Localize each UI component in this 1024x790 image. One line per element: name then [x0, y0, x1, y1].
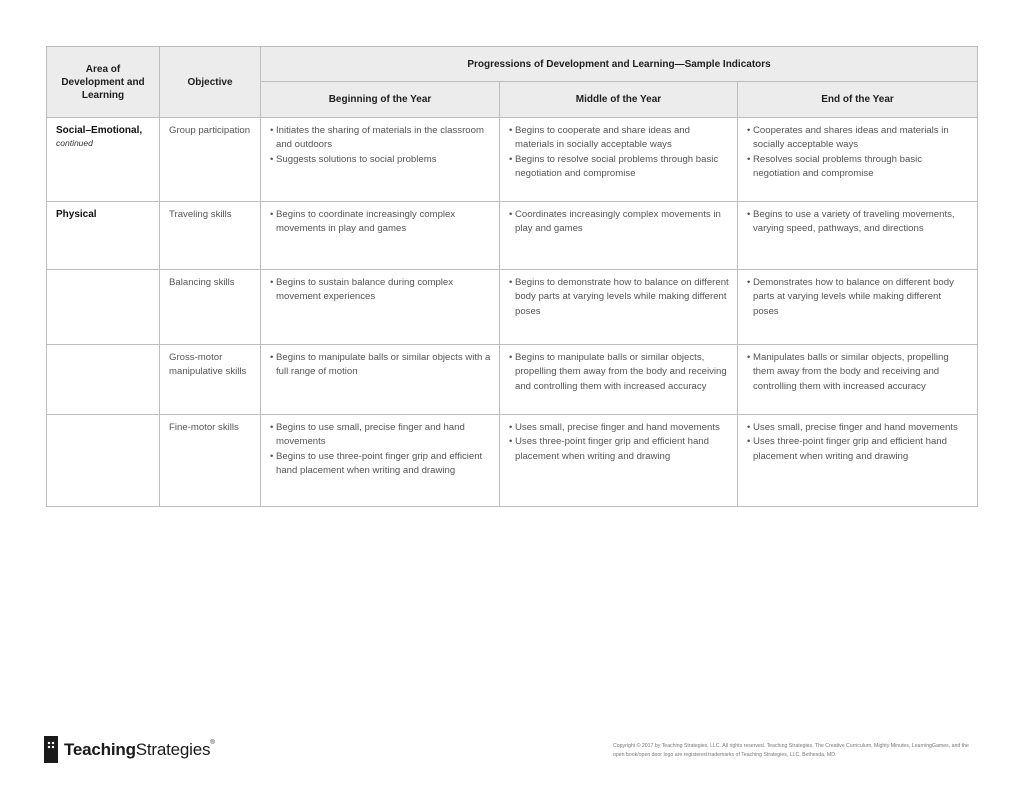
indicator-item: • Begins to coordinate increasingly complex movements in play and games	[270, 208, 491, 237]
indicator-item: • Manipulates balls or similar objects, propelling them away from the body and receiving and controlling them with increased accuracy	[747, 351, 969, 394]
table-row	[47, 270, 978, 345]
indicator-item: • Uses three-point finger grip and efficient hand placement when writing and drawing	[509, 435, 729, 464]
area-cell	[47, 415, 160, 507]
header-objective: Objective	[160, 47, 261, 118]
end-indicators-cell	[738, 345, 978, 415]
area-note: continued	[56, 138, 93, 149]
end-indicators-cell	[738, 270, 978, 345]
header-area: Area of Development and Learning	[47, 47, 160, 118]
beginning-indicators-cell	[261, 202, 500, 270]
area-cell	[47, 270, 160, 345]
middle-indicators-cell	[500, 345, 738, 415]
indicator-list	[509, 276, 729, 319]
area-name: Physical	[56, 209, 97, 220]
beginning-indicators-cell	[261, 415, 500, 507]
area-name: Social–Emotional,	[56, 125, 143, 136]
table-row	[47, 345, 978, 415]
indicator-list	[509, 351, 729, 394]
area-cell	[47, 345, 160, 415]
indicator-list	[747, 351, 969, 394]
indicators-table	[46, 46, 978, 507]
indicator-item: • Begins to sustain balance during complex movement experiences	[270, 276, 491, 305]
indicator-item: • Uses three-point finger grip and efficient hand placement when writing and drawing	[747, 435, 969, 464]
indicator-list	[509, 124, 729, 181]
teaching-strategies-logo	[44, 736, 215, 763]
table-body	[47, 118, 978, 507]
indicator-list	[747, 421, 969, 464]
indicator-list	[747, 276, 969, 319]
objective-cell: Traveling skills	[160, 202, 261, 270]
indicator-list	[509, 208, 729, 237]
middle-indicators-cell	[500, 118, 738, 202]
indicator-list	[270, 124, 491, 167]
objective-cell: Fine-motor skills	[160, 415, 261, 507]
beginning-indicators-cell	[261, 270, 500, 345]
copyright-notice: Copyright © 2017 by Teaching Strategies, LLC. All rights reserved. Teaching Strategies, The Creative Curriculum, Mighty Minutes, LearningGames, and the open book/open door logo are registered trademarks of Teaching Strategies, LLC, Bethesda, MD.	[613, 743, 969, 758]
indicator-list	[270, 208, 491, 237]
indicator-list	[509, 421, 729, 464]
indicator-item: • Begins to demonstrate how to balance on different body parts at varying levels while making different poses	[509, 276, 729, 319]
middle-indicators-cell	[500, 415, 738, 507]
objective-cell: Gross-motor manipulative skills	[160, 345, 261, 415]
indicator-list	[270, 351, 491, 380]
indicator-item: • Uses small, precise finger and hand movements	[509, 421, 729, 435]
end-indicators-cell	[738, 415, 978, 507]
header-beginning: Beginning of the Year	[261, 82, 500, 118]
middle-indicators-cell	[500, 270, 738, 345]
middle-indicators-cell	[500, 202, 738, 270]
area-cell	[47, 202, 160, 270]
logo-wordmark: TeachingStrategies®	[64, 739, 215, 759]
indicator-item: • Begins to use three-point finger grip and efficient hand placement when writing and drawing	[270, 450, 491, 479]
indicator-list	[747, 124, 969, 181]
indicator-item: • Demonstrates how to balance on different body parts at varying levels while making different poses	[747, 276, 969, 319]
end-indicators-cell	[738, 118, 978, 202]
header-progressions: Progressions of Development and Learning—Sample Indicators	[261, 47, 978, 82]
indicator-list	[747, 208, 969, 237]
area-cell	[47, 118, 160, 202]
indicator-item: • Begins to manipulate balls or similar objects, propelling them away from the body and receiving and controlling them with increased accuracy	[509, 351, 729, 394]
table-row	[47, 118, 978, 202]
table-row	[47, 202, 978, 270]
objective-cell: Group participation	[160, 118, 261, 202]
table-row	[47, 415, 978, 507]
indicator-list	[270, 421, 491, 478]
header-end: End of the Year	[738, 82, 978, 118]
objective-cell: Balancing skills	[160, 270, 261, 345]
beginning-indicators-cell	[261, 345, 500, 415]
indicator-item: • Cooperates and shares ideas and materials in socially acceptable ways	[747, 124, 969, 153]
indicator-item: • Begins to use small, precise finger and hand movements	[270, 421, 491, 450]
indicator-list	[270, 276, 491, 305]
end-indicators-cell	[738, 202, 978, 270]
beginning-indicators-cell	[261, 118, 500, 202]
indicator-item: • Begins to resolve social problems through basic negotiation and compromise	[509, 153, 729, 182]
indicator-item: • Suggests solutions to social problems	[270, 153, 491, 167]
indicator-item: • Resolves social problems through basic negotiation and compromise	[747, 153, 969, 182]
indicator-item: • Begins to use a variety of traveling movements, varying speed, pathways, and directions	[747, 208, 969, 237]
indicator-item: • Uses small, precise finger and hand movements	[747, 421, 969, 435]
open-door-logo-icon	[44, 736, 58, 763]
indicator-item: • Begins to cooperate and share ideas and materials in socially acceptable ways	[509, 124, 729, 153]
indicator-item: • Coordinates increasingly complex movements in play and games	[509, 208, 729, 237]
indicator-item: • Begins to manipulate balls or similar objects with a full range of motion	[270, 351, 491, 380]
header-middle: Middle of the Year	[500, 82, 738, 118]
indicator-item: • Initiates the sharing of materials in the classroom and outdoors	[270, 124, 491, 153]
